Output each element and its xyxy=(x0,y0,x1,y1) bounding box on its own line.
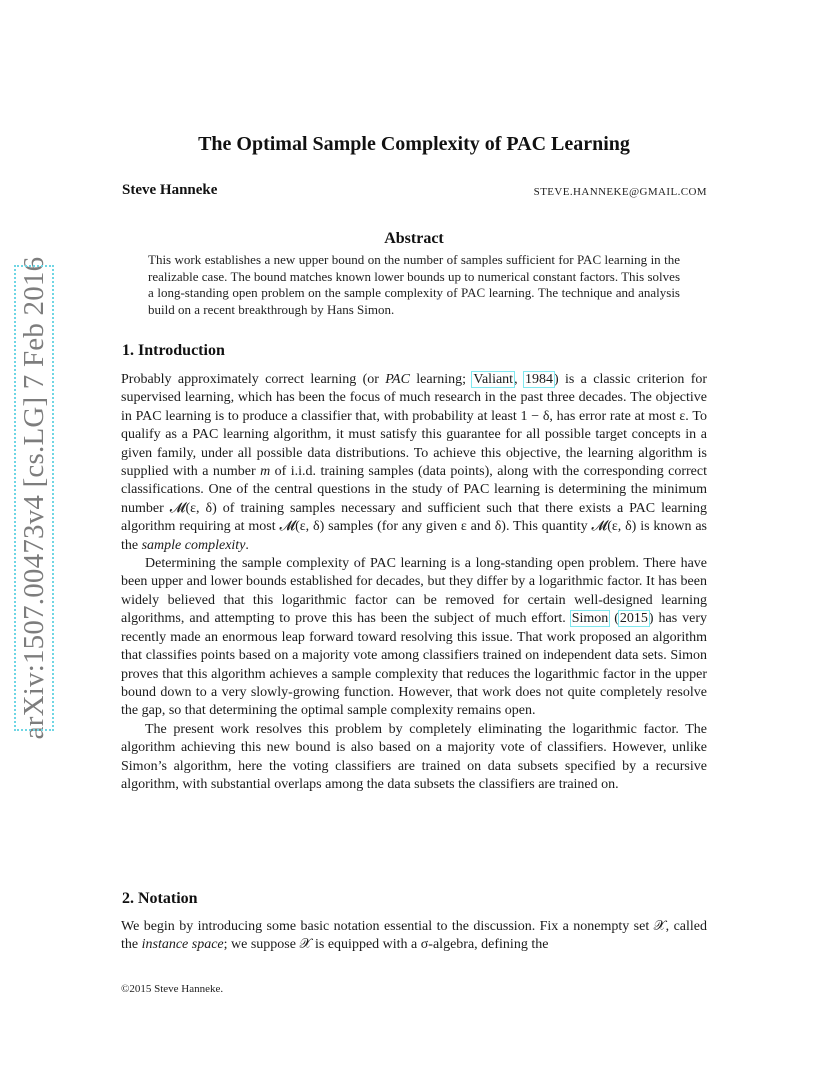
intro-paragraph-1: Probably approximately correct learning (or PAC learning; Valiant, 1984) is a classic criterion for supervised learning, which has been the focus of much research in the past three decades. The objective in PAC learning is to produce a classifier that, with probability at least 1 − δ, has error rate at most ε. To qualify as a PAC learning algorithm, it must satisfy this guarantee for all possible target concepts in a given family, under all possible data distributions. To achieve this objective, the learning algorithm is supplied with a number m of i.i.d. training samples (data points), along with the corresponding correct classifications. One of the central questions in the study of PAC learning is determining the minimum number 𝓜(ε, δ) of training samples necessary and sufficient such that there exists a PAC learning algorithm requiring at most 𝓜(ε, δ) samples (for any given ε and δ). This quantity 𝓜(ε, δ) is known as the sample complexity. xyxy=(121,372,708,553)
intro-paragraph-2: Determining the sample complexity of PAC learning is a long-standing open problem. There have been upper and lower bounds established for decades, but they differ by a logarithmic factor. It has been widely believed that this logarithmic factor can be removed for certain well-designed learning algorithms, and attempting to prove this has been the subject of much effort. Simon (2015) has very recently made an enormous leap forward toward resolving this issue. That work proposed an algorithm that classifies points based on a majority vote among classifiers trained on independent data sets. Simon proves that this algorithm achieves a sample complexity that reduces the logarithmic factor in the upper bound down to a very slowly-growing function. However, that work does not quite completely resolve the gap, so that determining the optimal sample complexity remains open. xyxy=(121,556,707,719)
abstract-heading: Abstract xyxy=(384,230,444,247)
citation-link[interactable]: Valiant xyxy=(473,372,514,387)
author-name: Steve Hanneke xyxy=(122,182,218,198)
author-email[interactable]: STEVE.HANNEKE@GMAIL.COM xyxy=(533,186,707,198)
abstract-text: This work establishes a new upper bound on the number of samples sufficient for PAC learning in the realizable case. The bound matches known lower bounds up to numerical constant factors. This solves a long-standing open problem on the sample complexity of PAC learning. The technique and analysis build on a recent breakthrough by Hans Simon. xyxy=(148,252,680,317)
notation-body xyxy=(121,918,707,955)
section-heading-introduction: 1. Introduction xyxy=(122,342,225,359)
paper-title: The Optimal Sample Complexity of PAC Learning xyxy=(198,133,630,155)
introduction-body xyxy=(121,371,707,794)
notation-paragraph: We begin by introducing some basic notation essential to the discussion. Fix a nonempty set 𝒳, called the instance space; we suppose 𝒳 is equipped with a σ-algebra, defining the xyxy=(121,919,707,953)
copyright-icon: © xyxy=(121,983,130,995)
citation-link[interactable]: 1984 xyxy=(524,372,553,387)
arxiv-stamp[interactable]: arXiv:1507.00473v4 [cs.LG] 7 Feb 2016 xyxy=(12,263,56,733)
intro-paragraph-3: The present work resolves this problem by completely eliminating the logarithmic factor. The algorithm achieving this new bound is also based on a majority vote of classifiers. However, unlike Simon’s algorithm, here the voting classifiers are trained on data subsets specified by a recursive algorithm, with substantial overlaps among the data subsets the classifiers are trained on. xyxy=(121,721,707,792)
section-heading-notation: 2. Notation xyxy=(122,890,198,907)
copyright-footer: ©2015 Steve Hanneke. xyxy=(121,983,224,995)
citation-link[interactable]: Simon xyxy=(571,611,609,627)
citation-link[interactable]: 2015 xyxy=(619,611,648,627)
